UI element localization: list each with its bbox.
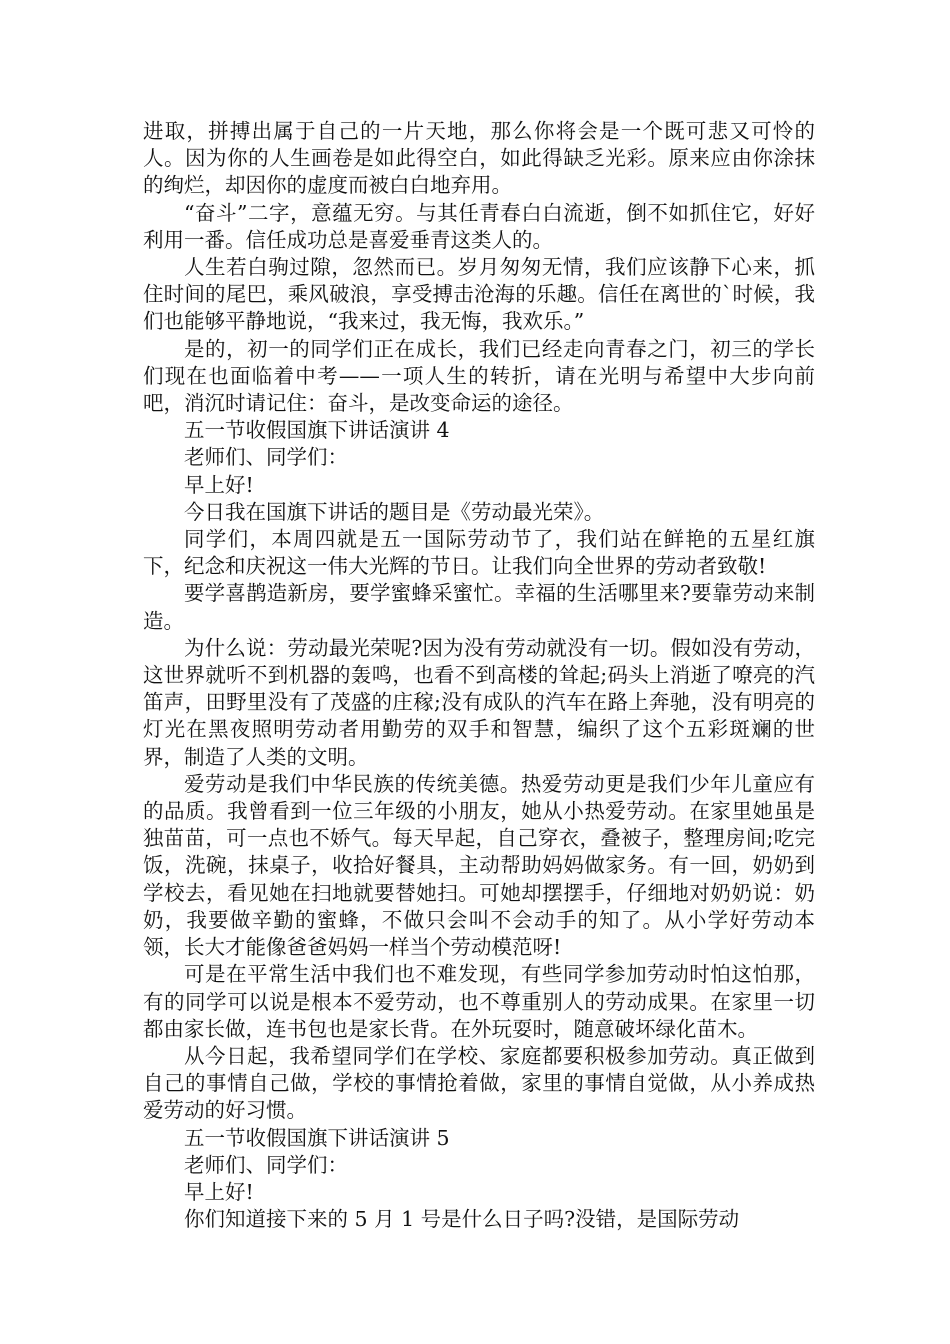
paragraph-12: 爱劳动是我们中华民族的传统美德。热爱劳动更是我们少年儿童应有的品质。我曾看到一位三年级的小朋友，她从小热爱劳动。在家里她虽是独苗苗，可一点也不娇气。每天早起，自己穿衣，叠被子，整理房间;吃完饭，洗碗，抹桌子，收拾好餐具，主动帮助妈妈做家务。有一回，奶奶到学校去，看见她在扫地就要替她扫。可她却摆摆手，仔细地对奶奶说：奶奶，我要做辛勤的蜜蜂，不做只会叫不会动手的知了。从小学好劳动本领，长大才能像爸爸妈妈一样当个劳动模范呀! — [143, 771, 815, 960]
paragraph-10: 要学喜鹊造新房，要学蜜蜂采蜜忙。幸福的生活哪里来?要靠劳动来制造。 — [143, 581, 815, 633]
document-page — [143, 118, 815, 1233]
speech-4-heading: 五一节收假国旗下讲话演讲 4 — [184, 418, 450, 443]
speech-4-salutation: 老师们、同学们： — [184, 445, 348, 470]
paragraph-9: 同学们，本周四就是五一国际劳动节了，我们站在鲜艳的五星红旗下，纪念和庆祝这一伟大光辉的节日。让我们向全世界的劳动者致敬! — [143, 527, 815, 579]
paragraph-8: 今日我在国旗下讲话的题目是《劳动最光荣》。 — [184, 499, 605, 524]
paragraph-18: 你们知道接下来的 5 月 1 号是什么日子吗?没错，是国际劳动 — [184, 1207, 740, 1232]
speech-4-greeting: 早上好! — [184, 472, 254, 497]
paragraph-2: “奋斗”二字，意蕴无穷。与其任青春白白流逝，倒不如抓住它，好好利用一番。信任成功总是喜爱垂青这类人的。 — [143, 200, 815, 252]
speech-5-greeting: 早上好! — [184, 1179, 254, 1204]
paragraph-3: 人生若白驹过隙，忽然而已。岁月匆匆无情，我们应该静下心来，抓住时间的尾巴，乘风破浪，享受搏击沧海的乐趣。信任在离世的`时候，我们也能够平静地说，“我来过，我无悔，我欢乐。” — [143, 255, 815, 334]
paragraph-14: 从今日起，我希望同学们在学校、家庭都要积极参加劳动。真正做到自己的事情自己做，学校的事情抢着做，家里的事情自觉做，从小养成热爱劳动的好习惯。 — [143, 1043, 815, 1123]
paragraph-1: 进取，拼搏出属于自己的一片天地，那么你将会是一个既可悲又可怜的人。因为你的人生画卷是如此得空白，如此得缺乏光彩。原来应由你涂抹的绚烂，却因你的虚度而被白白地弃用。 — [143, 119, 815, 198]
speech-5-salutation: 老师们、同学们： — [184, 1152, 348, 1177]
paragraph-4: 是的，初一的同学们正在成长，我们已经走向青春之门，初三的学长们现在也面临着中考——一项人生的转折，请在光明与希望中大步向前吧，消沉时请记住：奋斗，是改变命运的途径。 — [143, 336, 815, 416]
paragraph-13: 可是在平常生活中我们也不难发现，有些同学参加劳动时怕这怕那，有的同学可以说是根本不爱劳动，也不尊重别人的劳动成果。在家里一切都由家长做，连书包也是家长背。在外玩耍时，随意破坏绿化苗木。 — [143, 962, 815, 1041]
speech-5-heading: 五一节收假国旗下讲话演讲 5 — [184, 1125, 450, 1150]
paragraph-11: 为什么说：劳动最光荣呢?因为没有劳动就没有一切。假如没有劳动，这世界就听不到机器的轰鸣，也看不到高楼的耸起;码头上消逝了嘹亮的汽笛声，田野里没有了茂盛的庄稼;没有成队的汽车在路上奔驰，没有明亮的灯光在黑夜照明劳动者用勤劳的双手和智慧，编织了这个五彩斑斓的世界，制造了人类的文明。 — [143, 635, 815, 769]
